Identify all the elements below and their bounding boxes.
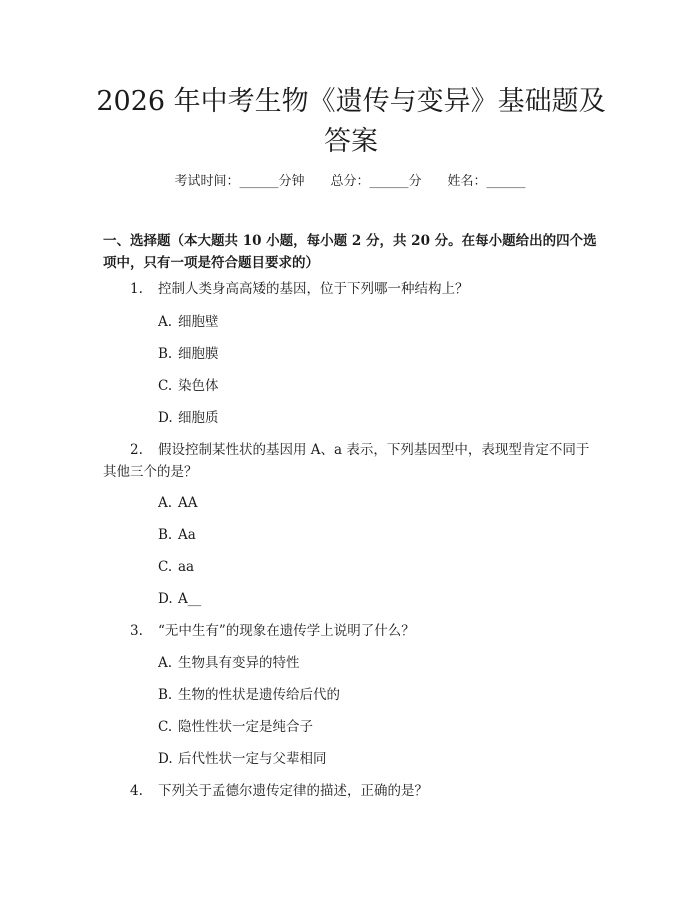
option-letter: A. bbox=[158, 495, 173, 511]
question-4 bbox=[103, 780, 598, 802]
question-number: 2. bbox=[130, 442, 143, 458]
option-letter: C. bbox=[158, 378, 173, 394]
option bbox=[158, 684, 340, 706]
option-letter: A. bbox=[158, 655, 173, 671]
option-letter: D. bbox=[158, 591, 173, 607]
option-letter: B. bbox=[158, 346, 173, 362]
option bbox=[158, 375, 219, 397]
option-text: 细胞膜 bbox=[178, 346, 219, 362]
option-letter: C. bbox=[158, 719, 173, 735]
option bbox=[158, 492, 198, 514]
option bbox=[158, 343, 219, 365]
option bbox=[158, 716, 313, 738]
question-number: 4. bbox=[130, 783, 143, 799]
option bbox=[158, 407, 219, 429]
option-letter: C. bbox=[158, 559, 173, 575]
option bbox=[158, 652, 300, 674]
question-text: 下列关于孟德尔遗传定律的描述，正确的是？ bbox=[158, 783, 428, 799]
option-text: 生物具有变异的特性 bbox=[178, 655, 300, 671]
option-text: 隐性性状一定是纯合子 bbox=[178, 719, 313, 735]
option-letter: D. bbox=[158, 410, 173, 426]
option bbox=[158, 311, 219, 333]
option bbox=[158, 556, 194, 578]
question-text: “无中生有”的现象在遗传学上说明了什么？ bbox=[158, 623, 415, 639]
option-text: 后代性状一定与父辈相同 bbox=[178, 751, 327, 767]
section-heading: 一、选择题（本大题共 10 小题，每小题 2 分，共 20 分。在每小题给出的四个选项中，只有一项是符合题目要求的） bbox=[103, 233, 597, 271]
question-number: 1. bbox=[130, 281, 143, 297]
page-title: 2026 年中考生物《遗传与变异》基础题及答案 bbox=[96, 86, 606, 157]
student-name-field: 姓名：______ bbox=[447, 174, 526, 189]
question-text: 控制人类身高高矮的基因，位于下列哪一种结构上？ bbox=[158, 281, 469, 297]
exam-meta bbox=[0, 170, 700, 189]
question-1 bbox=[103, 278, 598, 300]
option-text: 细胞质 bbox=[178, 410, 219, 426]
option-text: aa bbox=[178, 559, 195, 575]
option-letter: A. bbox=[158, 314, 173, 330]
option-text: 细胞壁 bbox=[178, 314, 219, 330]
option-letter: D. bbox=[158, 751, 173, 767]
option-letter: B. bbox=[158, 527, 173, 543]
option-text: AA bbox=[178, 495, 198, 511]
total-score-field: 总分：______分 bbox=[330, 174, 422, 189]
option-text: Aa bbox=[178, 527, 196, 543]
question-3 bbox=[103, 620, 598, 642]
option-text: A__ bbox=[178, 591, 202, 607]
question-2 bbox=[103, 439, 598, 483]
option bbox=[158, 588, 201, 610]
question-number: 3. bbox=[130, 623, 143, 639]
question-text: 假设控制某性状的基因用 A、a 表示，下列基因型中，表现型肯定不同于其他三个的是？ bbox=[103, 442, 590, 480]
option-text: 染色体 bbox=[178, 378, 219, 394]
exam-time-field: 考试时间：______分钟 bbox=[174, 174, 305, 189]
option-text: 生物的性状是遗传给后代的 bbox=[178, 687, 340, 703]
option bbox=[158, 748, 327, 770]
option bbox=[158, 524, 196, 546]
option-letter: B. bbox=[158, 687, 173, 703]
